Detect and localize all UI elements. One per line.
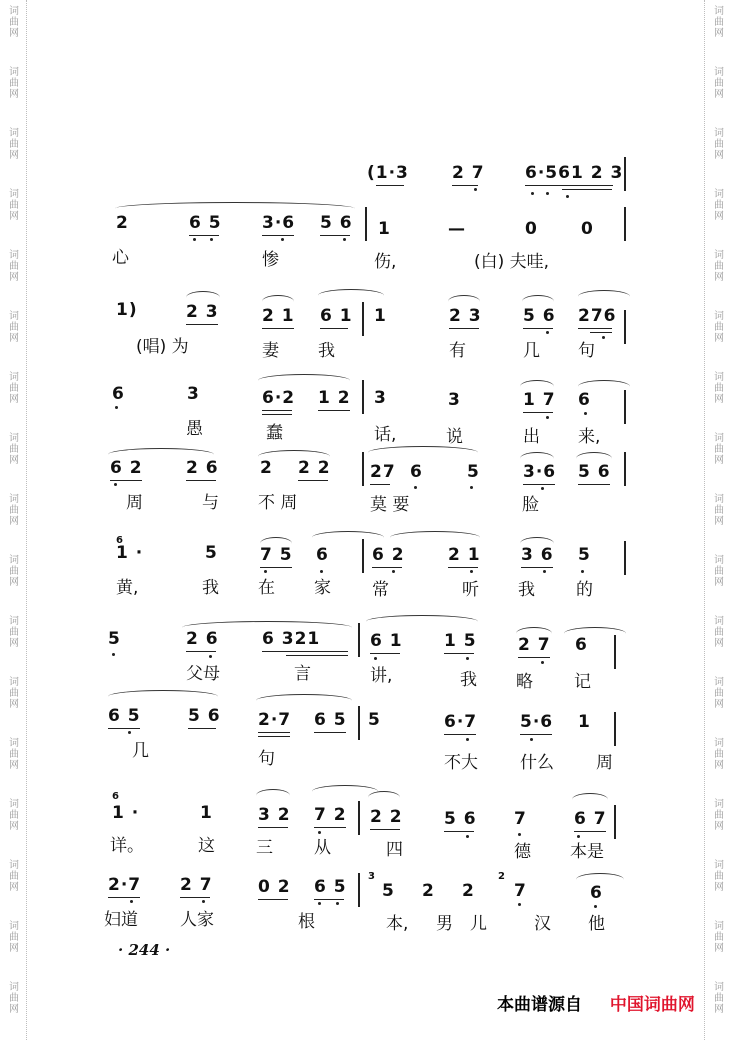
note: 3 6 [521,545,554,565]
lyric: 不 周 [258,493,298,513]
grace-note: 6 [112,791,120,802]
lyric: 我 [460,670,477,690]
watermark-char: 网 [714,211,724,222]
watermark-char: 词 [9,433,19,444]
watermark-char: 曲 [9,688,19,699]
lyric: 讲, [370,666,393,686]
watermark-char: 曲 [714,688,724,699]
lyric: 听 [462,580,479,600]
lyric: 这 [198,836,215,856]
lyric: 有 [449,341,466,361]
watermark-char: 词 [714,311,724,322]
lyric: 几 [132,741,149,761]
lyric: 周 [126,493,143,513]
watermark-char: 网 [714,821,724,832]
note: 7 5 [260,545,293,565]
watermark-char: 曲 [714,993,724,1004]
note: 7 2 [314,805,347,825]
watermark-char: 网 [9,28,19,39]
note: 3 [187,384,200,404]
watermark-char: 曲 [714,139,724,150]
lyric: 我 [318,341,335,361]
lyric: 家 [314,578,331,598]
watermark-char: 词 [9,860,19,871]
watermark-char: 曲 [714,566,724,577]
watermark-char: 词 [714,250,724,261]
note: 6 [578,390,591,410]
note: 5 6 [188,706,221,726]
note: 1 · [112,803,140,823]
watermark-char: 曲 [9,932,19,943]
watermark-char: 词 [714,128,724,139]
watermark-char: 曲 [714,627,724,638]
note: 6·561 2 3 [525,163,624,183]
watermark-char: 网 [714,150,724,161]
watermark-char: 网 [9,333,19,344]
watermark-char: 网 [714,394,724,405]
watermark-char: 曲 [9,627,19,638]
watermark-char: 曲 [9,566,19,577]
note: 2·7 [258,710,292,730]
note: 2 1 [448,545,481,565]
lyric: 四 [386,840,403,860]
watermark-char: 网 [9,211,19,222]
watermark-char: 网 [714,638,724,649]
lyric: 本是 [570,842,604,862]
watermark-char: 曲 [9,993,19,1004]
note: 0 [525,219,538,239]
note: 6 [590,883,603,903]
watermark-char: 曲 [714,322,724,333]
note: 6 5 [314,877,347,897]
lyric: 根 [298,912,315,932]
note: 1 [578,712,591,732]
watermark-char: 网 [9,455,19,466]
watermark-char: 词 [9,494,19,505]
note: 1 [378,219,391,239]
note: 6 5 [108,706,141,726]
note: — [448,219,466,239]
note: 2 [116,213,129,233]
watermark-char: 曲 [9,444,19,455]
note: 3 [448,390,461,410]
lyric: 在 [258,578,275,598]
watermark-char: 网 [714,333,724,344]
watermark-char: 网 [714,943,724,954]
lyric: 不大 [444,753,478,773]
watermark-char: 曲 [9,383,19,394]
watermark-char: 词 [9,67,19,78]
watermark-char: 曲 [714,505,724,516]
watermark-char: 词 [9,921,19,932]
note: 6 7 [574,809,607,829]
watermark-char: 曲 [714,810,724,821]
watermark-char: 词 [9,311,19,322]
score-row-10 [0,867,730,957]
watermark-char: 曲 [9,78,19,89]
watermark-char: 曲 [714,261,724,272]
note: 5 6 [523,306,556,326]
note: 6 5 [189,213,222,233]
watermark-char: 曲 [714,200,724,211]
lyric: 妻 [262,341,279,361]
watermark-char: 曲 [9,871,19,882]
note: 27 [370,462,396,482]
lyric: 出 [523,427,540,447]
watermark-char: 词 [714,616,724,627]
watermark-char: 曲 [9,17,19,28]
watermark-char: 曲 [714,444,724,455]
lyric: (白) 夫哇, [474,252,550,272]
lyric: 蠢 [266,423,283,443]
watermark-char: 词 [714,799,724,810]
watermark-char: 网 [714,699,724,710]
note: 5·6 [520,712,554,732]
note: 0 2 [258,877,291,897]
watermark-char: 词 [714,860,724,871]
watermark-char: 词 [9,6,19,17]
lyric: 记 [574,672,591,692]
lyric: 脸 [522,495,539,515]
note: 0 [581,219,594,239]
watermark-char: 网 [714,516,724,527]
note: 2 3 [449,306,482,326]
lyric: 我 [202,578,219,598]
watermark-char: 词 [714,6,724,17]
note: 3·6 [262,213,296,233]
lyric: 从 [314,838,331,858]
note: 2 1 [262,306,295,326]
lyric: 的 [576,580,593,600]
note: 1 [374,306,387,326]
lyric: 妇道 [104,910,138,930]
lyric: 略 [516,672,533,692]
note: 6 [316,545,329,565]
watermark-char: 曲 [714,749,724,760]
score-row-8 [0,690,730,780]
note: 3 [374,388,387,408]
lyric: 几 [523,341,540,361]
watermark-char: 网 [9,89,19,100]
score-row-4 [0,368,730,458]
note: 2 [422,881,435,901]
lyric: 句 [578,341,595,361]
lyric: 来, [578,427,601,447]
note: 5 [382,881,395,901]
note: 2·7 [108,875,142,895]
watermark-char: 网 [9,272,19,283]
watermark-char: 曲 [9,505,19,516]
note: 6 321 [262,629,321,649]
lyric: 本, [386,914,409,934]
grace-note: 6 [116,535,124,546]
lyric: 汉 [534,914,551,934]
note: 5 6 [320,213,353,233]
lyric: 言 [294,664,311,684]
note: 6·2 [262,388,296,408]
watermark-char: 词 [714,67,724,78]
lyric: 说 [446,427,463,447]
lyric: 父母 [186,664,220,684]
lyric: 儿 [470,914,487,934]
watermark-char: 词 [9,128,19,139]
lyric: 男 [436,914,453,934]
watermark-char: 网 [714,760,724,771]
watermark-char: 曲 [9,261,19,272]
watermark-char: 词 [714,189,724,200]
watermark-char: 网 [9,516,19,527]
watermark-char: 曲 [714,932,724,943]
note: 2 [462,881,475,901]
note: 6·7 [444,712,478,732]
note: 276 [578,306,617,326]
watermark-char: 网 [714,882,724,893]
watermark-char: 词 [9,738,19,749]
note: 2 [260,458,273,478]
lyric: 莫 要 [370,495,410,515]
watermark-char: 曲 [9,200,19,211]
note: 5 [467,462,480,482]
watermark-char: 词 [9,189,19,200]
note: 6 [112,384,125,404]
source-site-link[interactable]: 中国词曲网 [609,995,695,1015]
note: 6 1 [370,631,403,651]
note: 2 7 [180,875,213,895]
watermark-char: 曲 [9,139,19,150]
watermark-char: 网 [9,394,19,405]
watermark-char: 词 [9,616,19,627]
lyric: 周 [596,753,613,773]
note: 3 2 [258,805,291,825]
note: 6 [575,635,588,655]
watermark-char: 曲 [714,383,724,394]
watermark-char: 网 [714,577,724,588]
watermark-char: 词 [9,982,19,993]
lyric: 愚 [186,419,203,439]
lyric: 什么 [520,753,554,773]
note: 1 5 [444,631,477,651]
note: 7 [514,809,527,829]
grace-note: 2 [498,871,506,882]
watermark-char: 词 [714,555,724,566]
note: 6 5 [314,710,347,730]
lyric: 话, [374,425,397,445]
score-row-6 [0,533,730,623]
note: 2 2 [370,807,403,827]
note: 5 6 [444,809,477,829]
watermark-char: 词 [714,982,724,993]
note: 2 3 [186,302,219,322]
score-row-5 [0,450,730,540]
lyric: 他 [588,914,605,934]
watermark-char: 词 [9,250,19,261]
watermark-char: 词 [714,494,724,505]
lyric: 人家 [180,910,214,930]
watermark-char: 网 [714,89,724,100]
note: 5 [578,545,591,565]
lyric: 详。 [110,836,144,856]
grace-note: 3 [368,871,376,882]
watermark-char: 网 [9,1004,19,1015]
note: 5 6 [578,462,611,482]
lyric: 心 [112,248,129,268]
note: 2 7 [518,635,551,655]
watermark-char: 曲 [714,78,724,89]
lyric: 惨 [262,250,279,270]
lyric: 三 [256,838,273,858]
watermark-char: 网 [714,272,724,283]
note: 6 1 [320,306,353,326]
lyric: 常 [372,580,389,600]
watermark-char: 曲 [9,749,19,760]
note: 1 [200,803,213,823]
watermark-char: 词 [714,433,724,444]
watermark-char: 网 [9,821,19,832]
watermark-char: 词 [9,799,19,810]
note: 5 [368,710,381,730]
watermark-char: 词 [714,921,724,932]
note: 1) [116,300,138,320]
watermark-char: 网 [9,699,19,710]
note: (1·3 [367,163,409,183]
watermark-char: 词 [714,372,724,383]
watermark-char: 网 [9,882,19,893]
note: 5 [108,629,121,649]
note: 5 [205,543,218,563]
watermark-char: 网 [714,1004,724,1015]
lyric: (唱) 为 [136,337,189,357]
watermark-char: 词 [714,738,724,749]
watermark-char: 网 [9,760,19,771]
lyric: 我 [518,580,535,600]
score-row-2 [0,205,730,295]
watermark-char: 网 [9,577,19,588]
watermark-char: 网 [714,455,724,466]
watermark-char: 网 [9,150,19,161]
note: 7 [514,881,527,901]
watermark-char: 曲 [9,810,19,821]
lyric: 黄, [116,578,139,598]
watermark-char: 词 [9,677,19,688]
lyric: 与 [202,493,219,513]
note: 6 2 [110,458,143,478]
score-row-3 [0,290,730,380]
lyric: 德 [514,842,531,862]
score-row-9 [0,787,730,877]
watermark-char: 词 [714,677,724,688]
note: 2 2 [298,458,331,478]
lyric: 伤, [374,252,397,272]
watermark-char: 词 [9,555,19,566]
lyric: 句 [258,749,275,769]
note: 2 6 [186,458,219,478]
watermark-char: 网 [9,638,19,649]
watermark-char: 曲 [714,17,724,28]
note: 2 7 [452,163,485,183]
watermark-char: 曲 [9,322,19,333]
note: 3·6 [523,462,557,482]
watermark-char: 词 [9,372,19,383]
note: 1 7 [523,390,556,410]
watermark-char: 网 [9,943,19,954]
page-number: · 244 · [118,941,171,959]
note: 6 2 [372,545,405,565]
watermark-char: 曲 [714,871,724,882]
note: 1 · [116,543,144,563]
source-credit [497,990,695,1015]
note: 1 2 [318,388,351,408]
source-label: 本曲谱源自 [497,995,582,1015]
note: 2 6 [186,629,219,649]
watermark-char: 网 [714,28,724,39]
note: 6 [410,462,423,482]
